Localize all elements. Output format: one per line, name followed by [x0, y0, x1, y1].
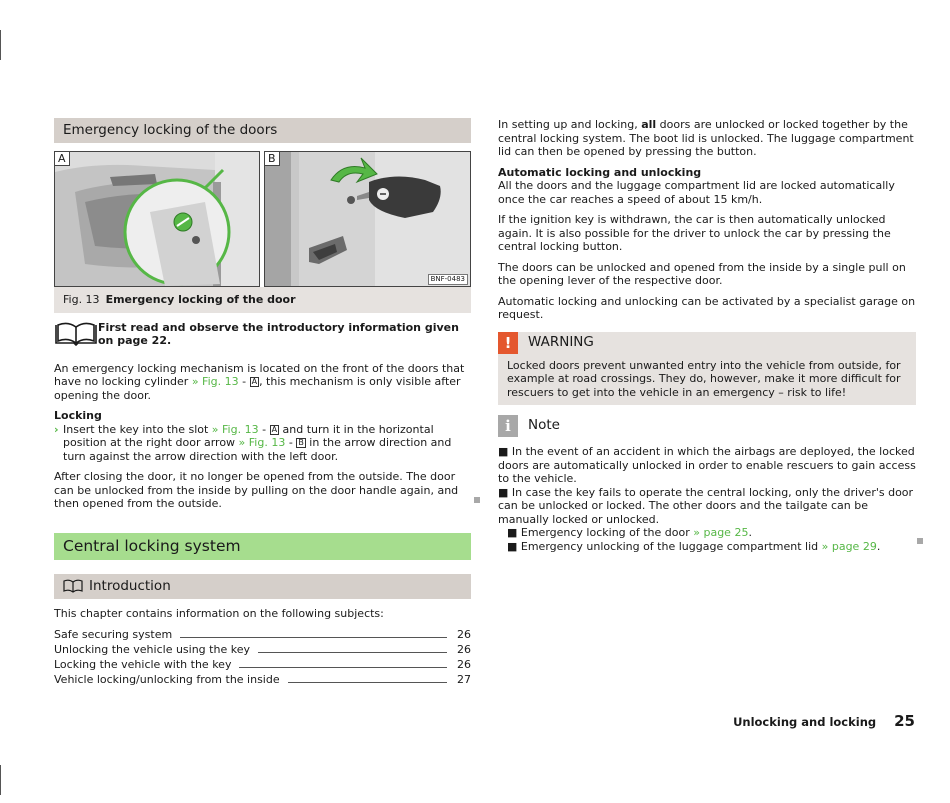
toc-page: 27	[457, 672, 471, 686]
note-bullet-airbags: ■ In the event of an accident in which the airbags are deployed, the locked doors are automatically unlocked in order to enable rescuers to gain access to the vehicle.	[498, 445, 916, 485]
key-label-a: A	[251, 377, 258, 386]
introduction-bar	[54, 574, 471, 599]
introduction-title: Introduction	[89, 577, 171, 594]
toc-label: Safe securing system	[54, 627, 173, 641]
warning-box	[498, 332, 916, 406]
panel-letter-a: A	[55, 152, 70, 166]
toc-label: Vehicle locking/unlocking from the inside	[54, 672, 280, 686]
page-25-link[interactable]: » page 25	[693, 526, 749, 539]
page-29-link[interactable]: » page 29	[821, 539, 877, 553]
intro-paragraph: This chapter contains information on the following subjects:	[54, 606, 384, 620]
toc-page: 26	[457, 627, 471, 641]
fig-13-link[interactable]: » Fig. 13	[211, 422, 259, 436]
locking-step	[54, 423, 471, 464]
door-edge-key-illustration	[265, 152, 471, 286]
para-text: An emergency locking mechanism is located on the front of the doors that have no locking cylinder	[54, 361, 465, 388]
note-bullet-key-fails: ■ In case the key fails to operate the central locking, only the driver's door can be unlocked or locked. The other doors and the tailgate can be manually locked or unlocked.	[498, 485, 914, 526]
step-arrow-icon: ›	[54, 422, 59, 436]
ignition-key-paragraph: If the ignition key is withdrawn, the car is then automatically unlocked again. It is also possible for the driver to unlock the car by pressing the central locking button.	[498, 213, 891, 253]
note-body	[498, 445, 916, 553]
toc-label: Locking the vehicle with the key	[54, 657, 232, 671]
warning-title: WARNING	[528, 333, 594, 350]
right-column	[498, 118, 916, 553]
figure-number: Fig. 13	[63, 293, 100, 306]
figure-panel-b	[264, 151, 471, 287]
fig-13-link[interactable]: » Fig. 13	[238, 436, 286, 449]
section-title-central-locking: Central locking system	[54, 533, 471, 560]
toc-page: 26	[457, 642, 471, 656]
warning-header	[498, 332, 916, 354]
step-text-part: Insert the key into the slot	[63, 422, 212, 436]
note-header	[498, 415, 916, 437]
toc-row[interactable]	[54, 626, 471, 641]
step-text-part: in the arrow direction and turn against the arrow direction with the left door.	[63, 436, 452, 463]
page-number: 25	[894, 712, 915, 730]
step-text-part: and turn it in the horizontal position at the right door arrow	[63, 422, 434, 449]
toc-leader	[239, 667, 447, 668]
toc-leader	[258, 652, 447, 653]
section-title-emergency-locking: Emergency locking of the doors	[54, 118, 471, 143]
para-text: In setting up and locking,	[498, 118, 642, 131]
key-label-a: A	[271, 424, 278, 434]
figure-title: Emergency locking of the door	[105, 293, 296, 306]
sub-bullet-text: .	[748, 526, 752, 539]
warning-text: Locked doors prevent unwanted entry into the vehicle from outside, for example at road crossings. They do, however, make it more difficult for rescuers to get into the vehicle in an emergency – risk to life!	[507, 358, 901, 399]
note-title: Note	[528, 417, 560, 434]
para-bold: all	[641, 118, 657, 131]
figure-caption	[54, 287, 471, 313]
left-column	[54, 118, 471, 686]
auto-lock-paragraph: All the doors and the luggage compartment lid are locked automatically once the car reaches a speed of about 15 km/h.	[498, 179, 895, 206]
crop-mark-top	[0, 30, 1, 60]
step-text-part: -	[258, 422, 270, 436]
figure-13	[54, 151, 471, 287]
toc-leader	[180, 637, 447, 638]
info-icon: i	[498, 415, 518, 437]
figure-code: BNF-0483	[428, 274, 468, 285]
section-end-marker	[474, 497, 480, 503]
toc-row[interactable]	[54, 656, 471, 671]
fig-13-link[interactable]: » Fig. 13	[191, 375, 239, 388]
section-end-marker	[917, 538, 923, 544]
inside-unlock-paragraph: The doors can be unlocked and opened from the inside by a single pull on the opening lever of the respective door.	[498, 260, 906, 287]
crop-mark-bottom	[0, 765, 1, 795]
toc-label: Unlocking the vehicle using the key	[54, 642, 250, 656]
emergency-mechanism-paragraph	[54, 362, 471, 403]
step-text	[63, 423, 471, 464]
open-book-icon	[63, 579, 83, 593]
sub-bullet-text: ■ Emergency locking of the door	[507, 526, 694, 539]
toc-page: 26	[457, 657, 471, 671]
warning-icon: !	[498, 332, 518, 354]
read-first-note	[54, 321, 471, 348]
footer-section-title: Unlocking and locking	[733, 715, 877, 729]
panel-letter-b: B	[265, 152, 280, 166]
figure-panel-a	[54, 151, 260, 287]
sub-bullet-text: ■ Emergency unlocking of the luggage compartment lid	[507, 539, 822, 553]
note-sub-bullet-emergency-locking	[507, 526, 916, 540]
page-footer	[733, 712, 915, 730]
open-book-icon	[54, 321, 98, 347]
step-text-part: -	[285, 436, 297, 449]
toc-row[interactable]	[54, 641, 471, 656]
para-text: , this mechanism is only visible after opening the door.	[54, 375, 461, 402]
central-locking-paragraph	[498, 118, 916, 159]
toc-row[interactable]	[54, 671, 471, 686]
read-first-text: First read and observe the introductory information given on page 22.	[98, 320, 459, 347]
automatic-locking-heading: Automatic locking and unlocking	[498, 165, 702, 179]
after-closing-paragraph: After closing the door, it no longer be opened from the outside. The door can be unlocked from the inside by pulling on the door handle again, and then opened from the outside.	[54, 470, 459, 510]
note-sub-bullet-emergency-unlocking	[507, 540, 916, 554]
para-text: -	[238, 375, 250, 388]
sub-bullet-text: .	[876, 539, 881, 553]
para-text: doors are unlocked or locked together by the central locking system. The boot lid is unlocked. The luggage compartment lid can then be opened by pressing the button.	[498, 118, 914, 158]
door-interior-illustration	[55, 152, 260, 286]
key-label-b: B	[298, 438, 304, 447]
locking-heading: Locking	[54, 409, 102, 422]
specialist-garage-paragraph: Automatic locking and unlocking can be activated by a specialist garage on request.	[498, 294, 916, 321]
toc-leader	[288, 682, 447, 683]
table-of-contents	[54, 626, 471, 686]
